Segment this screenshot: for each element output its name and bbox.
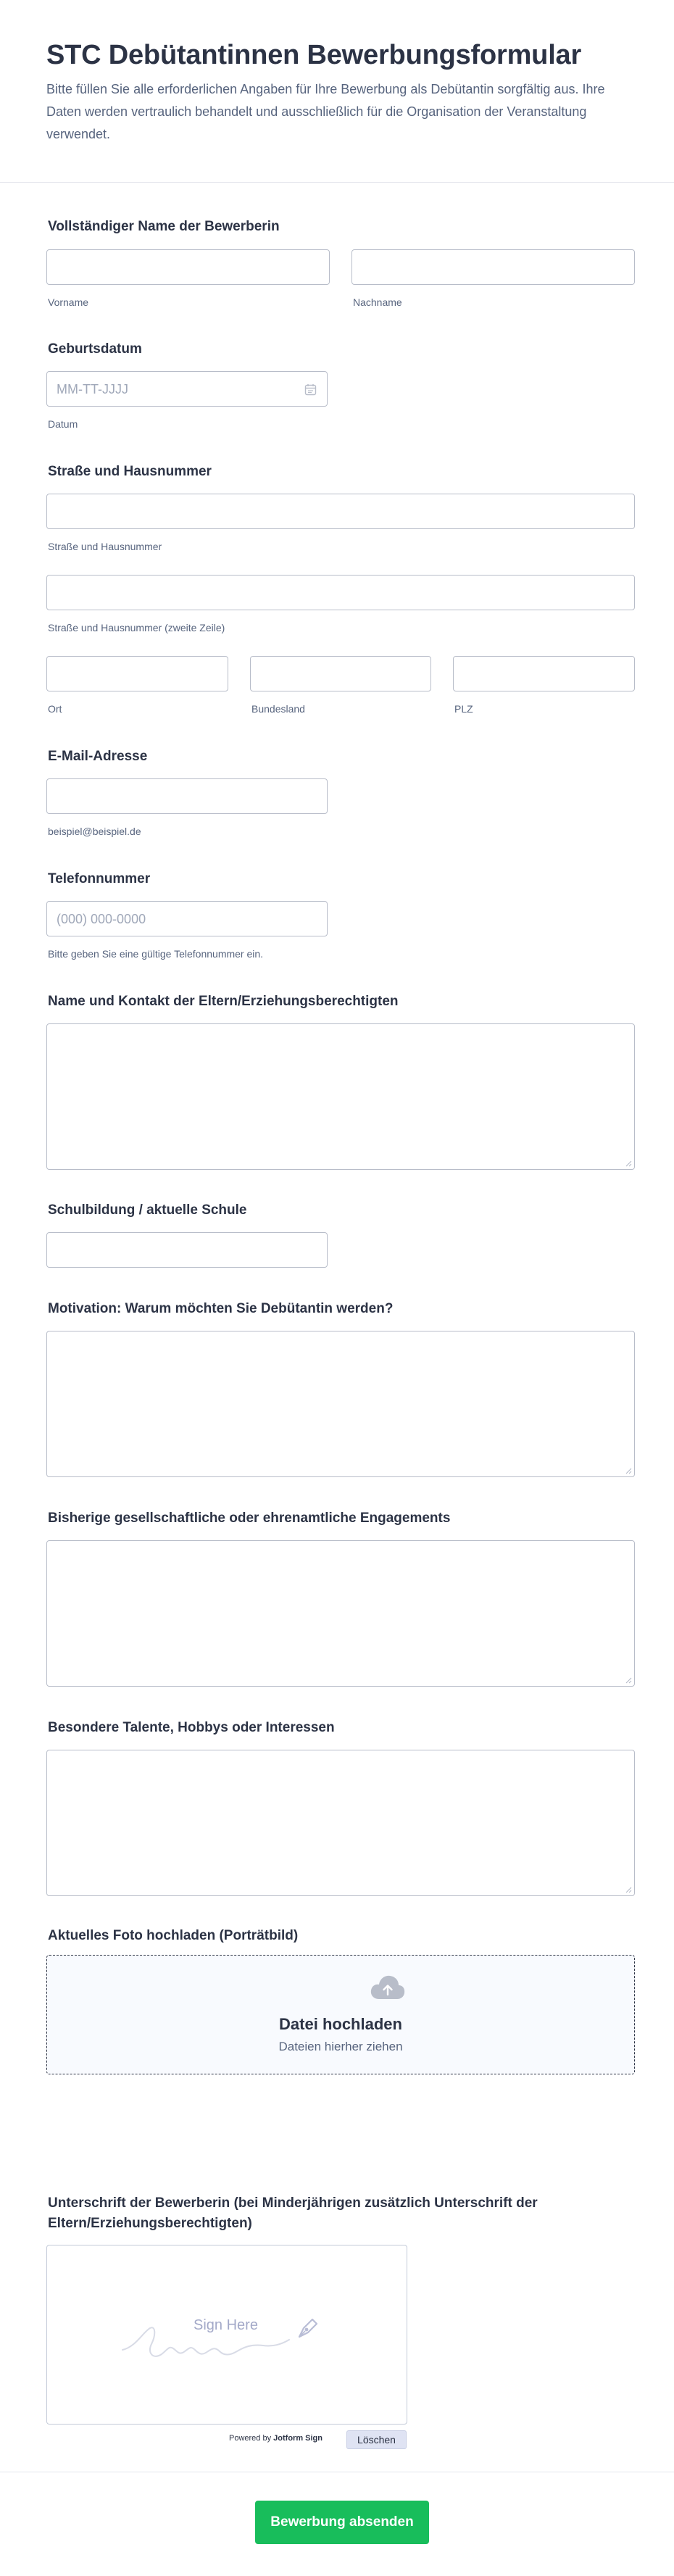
zip-input[interactable] xyxy=(453,656,635,691)
street-line1-input[interactable] xyxy=(46,494,635,529)
last-name-sublabel: Nachname xyxy=(353,296,402,308)
state-sublabel: Bundesland xyxy=(251,703,305,715)
last-name-input[interactable] xyxy=(351,249,635,285)
street-line1-sublabel: Straße und Hausnummer xyxy=(48,541,162,552)
parents-textarea[interactable] xyxy=(46,1023,635,1170)
submit-button[interactable]: Bewerbung absenden xyxy=(255,2501,429,2544)
phone-input[interactable] xyxy=(46,901,328,936)
resize-handle-icon[interactable] xyxy=(625,1160,632,1167)
photo-label: Aktuelles Foto hochladen (Porträtbild) xyxy=(48,1928,299,1943)
parents-label: Name und Kontakt der Eltern/Erziehungsberechtigten xyxy=(48,994,399,1009)
email-label: E-Mail-Adresse xyxy=(48,749,148,764)
form-header xyxy=(0,0,674,183)
clear-signature-button[interactable]: Löschen xyxy=(346,2430,407,2449)
signature-pad[interactable] xyxy=(46,2245,407,2425)
first-name-input[interactable] xyxy=(46,249,330,285)
address-label: Straße und Hausnummer xyxy=(48,464,212,479)
powered-by-text xyxy=(229,2434,323,2443)
street-line2-sublabel: Straße und Hausnummer (zweite Zeile) xyxy=(48,622,225,633)
city-sublabel: Ort xyxy=(48,703,62,715)
photo-upload-dropzone[interactable] xyxy=(46,1955,635,2074)
form-description: Bitte füllen Sie alle erforderlichen Angaben für Ihre Bewerbung als Debütantin sorgfältig aus. Ihre Daten werden vertraulich behandelt und ausschließlich für die Organisation der Veranstaltung verwendet. xyxy=(46,82,605,141)
birthdate-sublabel: Datum xyxy=(48,418,78,430)
form-title: STC Debütantinnen Bewerbungsformular xyxy=(46,40,582,70)
engagements-textarea[interactable] xyxy=(46,1540,635,1687)
phone-sublabel: Bitte geben Sie eine gültige Telefonnummer ein. xyxy=(48,948,264,960)
talents-textarea[interactable] xyxy=(46,1750,635,1896)
street-line2-input[interactable] xyxy=(46,575,635,610)
jotform-sign-brand: Jotform Sign xyxy=(273,2434,323,2443)
signature-placeholder: Sign Here xyxy=(194,2317,258,2333)
school-input[interactable] xyxy=(46,1232,328,1268)
upload-subtitle: Dateien hierher ziehen xyxy=(278,2040,403,2053)
birthdate-input[interactable] xyxy=(46,371,328,407)
city-input[interactable] xyxy=(46,656,228,691)
phone-label: Telefonnummer xyxy=(48,871,151,886)
state-input[interactable] xyxy=(250,656,431,691)
email-sublabel: beispiel@beispiel.de xyxy=(48,826,141,837)
upload-title: Datei hochladen xyxy=(279,2015,402,2033)
name-label: Vollständiger Name der Bewerberin xyxy=(48,219,280,234)
birthdate-label: Geburtsdatum xyxy=(48,341,142,357)
motivation-textarea[interactable] xyxy=(46,1331,635,1477)
engagements-label: Bisherige gesellschaftliche oder ehrenamtliche Engagements xyxy=(48,1511,451,1526)
zip-sublabel: PLZ xyxy=(454,703,473,715)
motivation-label: Motivation: Warum möchten Sie Debütantin werden? xyxy=(48,1301,394,1316)
phone-placeholder: (000) 000-0000 xyxy=(57,912,146,926)
powered-by-prefix: Powered by xyxy=(229,2434,272,2443)
talents-label: Besondere Talente, Hobbys oder Interessen xyxy=(48,1720,335,1735)
cloud-upload-icon xyxy=(370,1974,406,2002)
resize-handle-icon[interactable] xyxy=(625,1467,632,1474)
birthdate-placeholder: MM-TT-JJJJ xyxy=(57,382,128,396)
signature-label: Unterschrift der Bewerberin (bei Minderjährigen zusätzlich Unterschrift der Eltern/Erziehungsberechtigten) xyxy=(48,2195,538,2231)
first-name-sublabel: Vorname xyxy=(48,296,89,308)
email-input[interactable] xyxy=(46,778,328,814)
pen-nib-icon xyxy=(294,2314,323,2343)
resize-handle-icon[interactable] xyxy=(625,1886,632,1893)
resize-handle-icon[interactable] xyxy=(625,1677,632,1684)
calendar-icon[interactable] xyxy=(304,383,317,396)
school-label: Schulbildung / aktuelle Schule xyxy=(48,1202,247,1218)
